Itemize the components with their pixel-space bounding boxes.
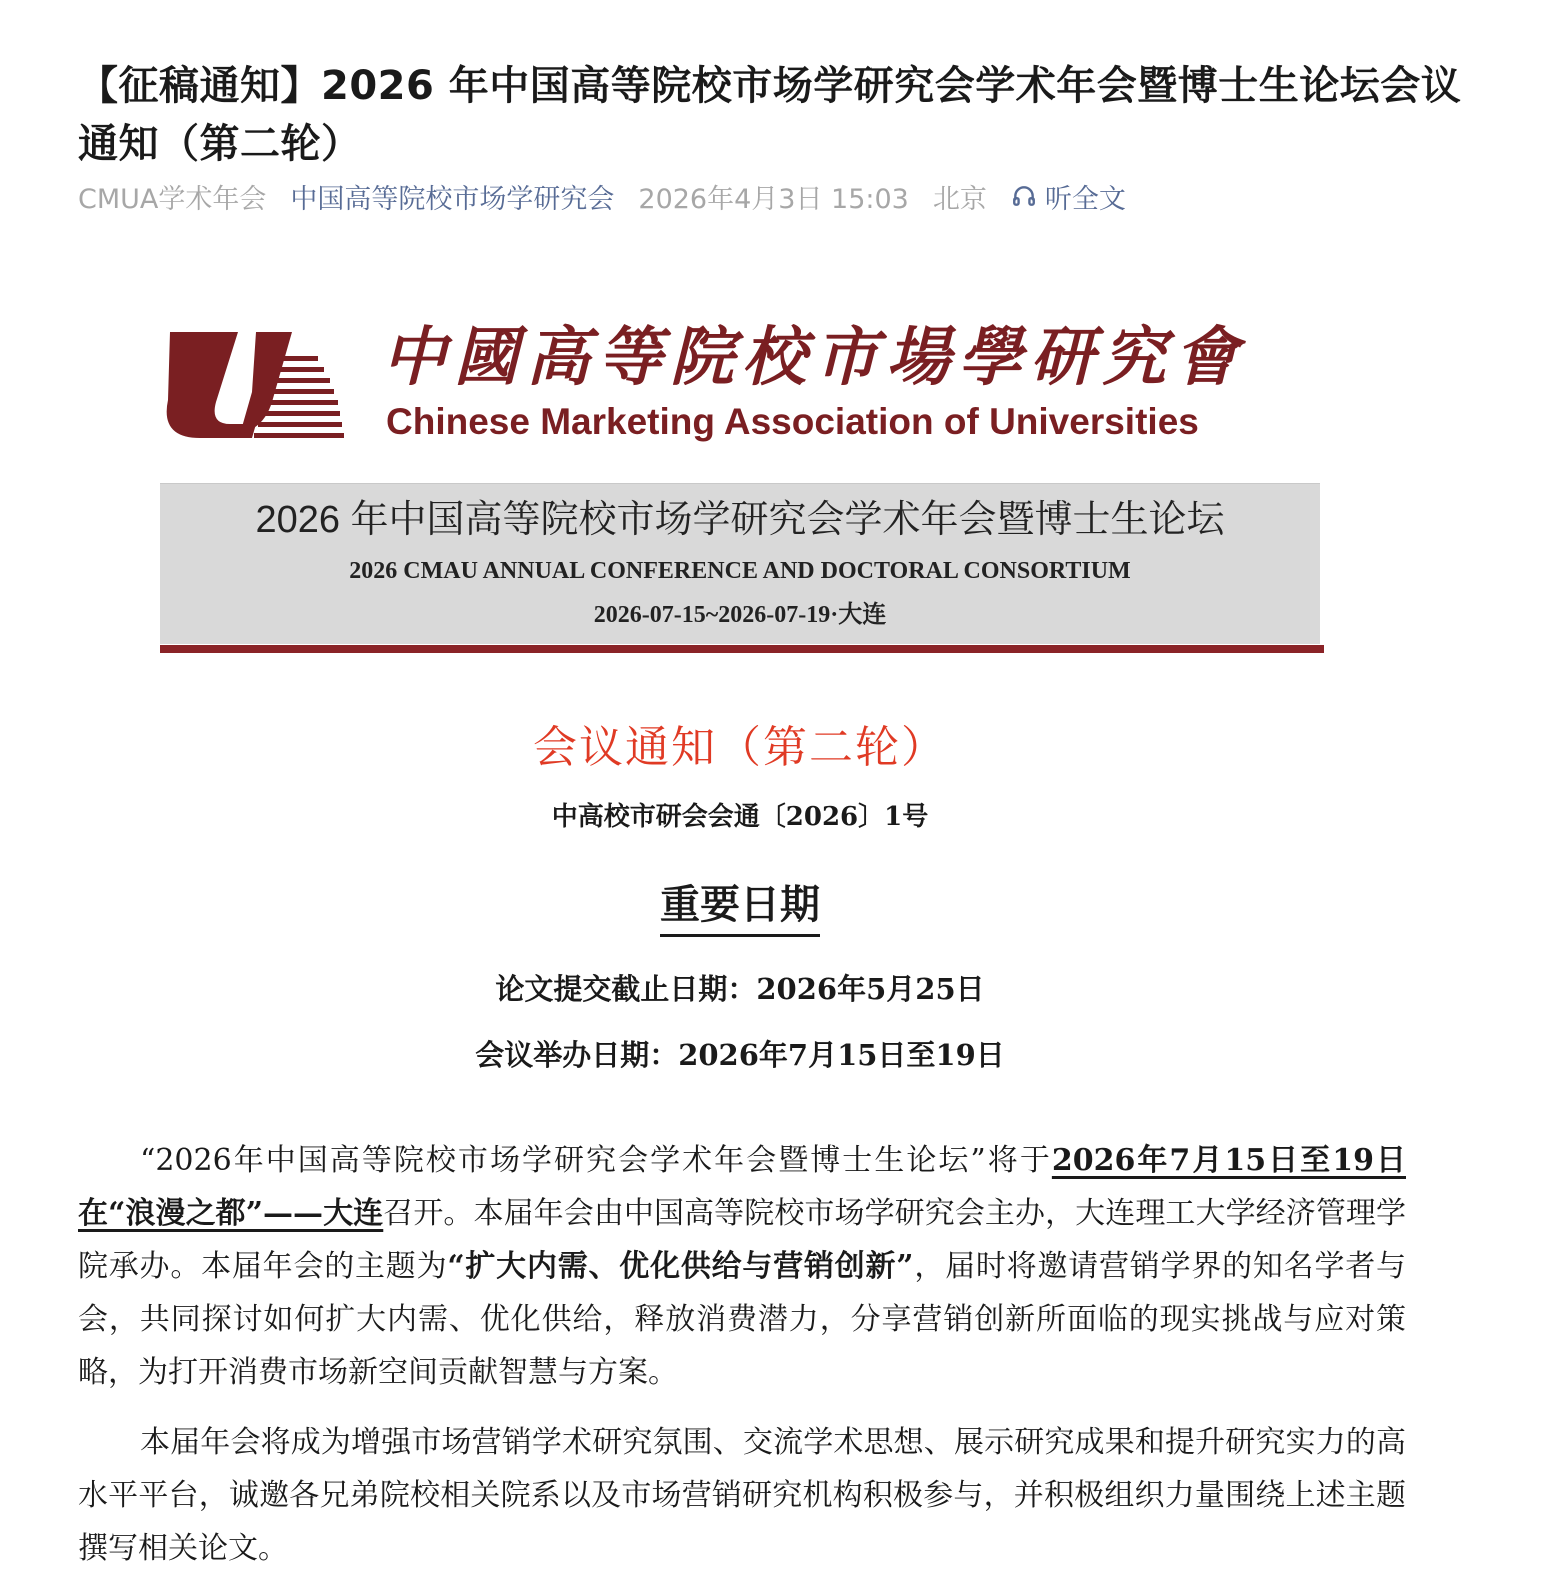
body-paragraph-2: 本届年会将成为增强市场营销学术研究氛围、交流学术思想、展示研究成果和提升研究实力的高水平平台，诚邀各兄弟院校相关院系以及市场营销研究机构积极参与，并积极组织力量围绕上述主题撰写相关论文。 [78,1425,1406,1566]
conference-dates: 会议举办日期：2026年7月15日至19日 [475,1038,1005,1072]
association-name-cn: 中國高等院校市場學研究會 [382,320,1246,395]
listen-label: 听全文 [1044,183,1126,215]
article-meta [78,178,1150,214]
article-title: 【征稿通知】2026 年中国高等院校市场学研究会学术年会暨博士生论坛会议通知（第二轮） [78,62,1462,167]
key-dates-heading [0,878,1480,937]
association-logo-mark [160,320,346,445]
p1-theme-emphasis: “扩大内需、优化供给与营销创新” [447,1249,914,1284]
account-name-link[interactable]: 中国高等院校市场学研究会 [290,183,615,215]
p1-text-e: ，届时将邀请营销学界的知名学者与会，共同探讨如何扩大内需、优化供给，释放消费潜力，分享营销创新所面临的现实挑战与应对策略，为打开消费市场新空间贡献智慧与方案。 [78,1249,1407,1390]
conference-dates-location: 2026-07-15~2026-07-19·大连 [593,602,887,628]
p1-text-a: “2026年中国高等院校市场学研究会学术年会暨博士生论坛”将于 [140,1143,1052,1178]
conference-name-en: 2026 CMAU ANNUAL CONFERENCE AND DOCTORAL CONSORTIUM [349,558,1131,584]
publish-location: 北京 [932,183,987,215]
headphones-icon [1011,183,1037,209]
body-paragraph-1 [78,1134,1406,1399]
p1-date-location-emphasis: 2026年7月15日至19日在“浪漫之都”——大连 [78,1143,1406,1231]
paper-deadline: 论文提交截止日期：2026年5月25日 [495,972,985,1006]
conference-banner-image [160,300,1328,660]
document-number: 中高校市研会会通〔2026〕1号 [551,802,929,832]
association-name-en: Chinese Marketing Association of Universities [386,401,1199,442]
banner-divider [160,645,1324,653]
p1-text-c: 召开。本届年会由中国高等院校市场学研究会主办，大连理工大学经济管理学院承办。本届年会的主题为 [78,1196,1407,1284]
listen-full-text-button[interactable] [1011,177,1150,216]
publish-datetime: 2026年4月3日 15:03 [638,183,909,215]
conference-name-cn: 2026 年中国高等院校市场学研究会学术年会暨博士生论坛 [255,499,1225,541]
key-dates-heading-text: 重要日期 [660,878,820,937]
notice-title: 会议通知（第二轮） [533,722,947,773]
author-name[interactable]: CMUA学术年会 [78,183,267,215]
conference-title-box [160,483,1320,644]
